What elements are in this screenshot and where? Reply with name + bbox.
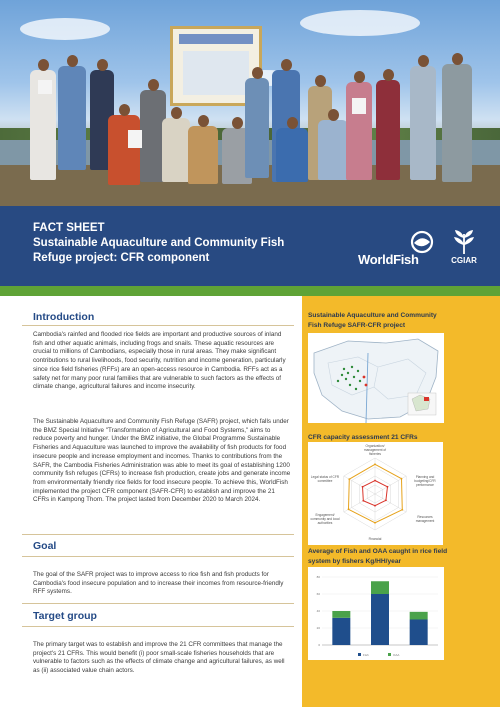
cgiar-plant-icon <box>452 228 476 254</box>
divider <box>22 626 294 627</box>
radar-point <box>374 480 376 482</box>
cgiar-logo <box>446 228 482 270</box>
radar-point <box>387 486 389 488</box>
worldfish-wordmark: WorldFish <box>358 252 419 267</box>
y-tick-label: 60 <box>316 592 320 596</box>
radar-chart-plot <box>308 442 443 545</box>
bar-chart-title: Average of Fish and OAA caught in rice field system by fishers Kg/HH/year <box>308 548 448 565</box>
radar-point <box>348 508 350 510</box>
radar-axis-label: Organization/ management of fisheries <box>363 444 387 456</box>
legend-swatch <box>358 653 361 656</box>
radar-point <box>362 486 364 488</box>
radar-title: CFR capacity assessment 21 CFRs <box>308 434 418 441</box>
bar-oaa <box>410 612 428 620</box>
radar-axis-label: Financial <box>368 537 382 541</box>
goal-heading: Goal <box>33 540 57 552</box>
y-tick-label: 20 <box>316 626 320 630</box>
bar-oaa <box>371 581 389 594</box>
legend-label: OAA <box>393 653 400 657</box>
radar-point <box>374 463 376 465</box>
radar-point <box>374 522 376 524</box>
bar-oaa <box>332 611 350 618</box>
radar-point <box>385 499 387 501</box>
radar-axis-label: Planning and budgeting/CFR performance <box>414 475 436 487</box>
document-title: Sustainable Aquaculture and Community Fish Refuge project: CFR component <box>33 237 285 264</box>
divider <box>22 325 294 326</box>
legend-swatch <box>388 653 391 656</box>
radar-axis-label: Engagement/ community and local authorities <box>310 513 340 525</box>
bar-fish <box>371 594 389 645</box>
radar-axis-label: Legal status of CFR committee <box>310 475 340 483</box>
map-title: Sustainable Aquaculture and Community Fish Refuge SAFR-CFR project <box>308 312 437 329</box>
divider <box>22 603 294 604</box>
radar-point <box>401 509 403 511</box>
radar-chart <box>308 442 443 545</box>
goal-paragraph: The goal of the SAFR project was to improve access to rice fish and fish products for Cambodia's food insecure population and to increase their incomes from resource-friendly RFF systems. <box>33 571 284 596</box>
divider <box>22 556 294 557</box>
radar-point <box>401 478 403 480</box>
bar-chart-plot <box>308 567 444 660</box>
radar-point <box>362 500 364 502</box>
cgiar-wordmark: CGIAR <box>451 256 477 265</box>
y-tick-label: 0 <box>318 643 320 647</box>
bar-fish <box>410 620 428 646</box>
divider <box>22 534 294 535</box>
introduction-paragraph-1: Cambodia's rainfed and flooded rice fields are important and productive sources of inland fish and other aquatic animals, including frogs and snails. These aquatic resources are crucial to millions of Cambodians, especially those in rural areas. They make significant contributions to rural livelihoods, food security, nutrition and income generation, particularly since rice field fisheries (RFFs) are an open-access resource in Cambodia. RFFs act as a safety net for many poor rural families that are vulnerable to such factors as the effects of climate change, agricultural failures and income insecurity. <box>33 331 286 391</box>
y-tick-label: 80 <box>316 575 320 579</box>
introduction-heading: Introduction <box>33 311 95 323</box>
worldfish-fish-icon <box>408 230 436 254</box>
target-group-heading: Target group <box>33 610 97 622</box>
radar-point <box>348 478 350 480</box>
bar-chart <box>308 567 444 660</box>
y-tick-label: 40 <box>316 609 320 613</box>
worldfish-logo <box>358 230 438 270</box>
accent-bar <box>0 286 500 296</box>
radar-point <box>374 505 376 507</box>
introduction-paragraph-2: The Sustainable Aquaculture and Community Fish Refuge (SAFR) project, which falls under the BMZ Special Initiative "Transformation of Agricultural and Food Systems," aims to reduce poverty and hunger. Under the BMZ initiative, the Global Programme Sustainable Fisheries and Aquaculture was launched to improve the availability of fish products for food insecure people and increase employment and incomes. Thanks to contributions from the SAFR, the Cambodia Fisheries Administration was able to meet its goal of establishing 1200 community fish refuges (CFRs) to increase fish production, create jobs and generate income from environmentally friendly rice fields for food insecure people. To achieve this, WorldFish implemented the project CFR component (SAFR-CFR) to establish and improve the 21 CFRs in Kampong Thom. The project lasted from December 2020 to March 2024. <box>33 418 291 504</box>
radar-axis-label: Resources management <box>415 515 435 523</box>
bar-fish <box>332 618 350 645</box>
hero-photo <box>0 0 500 206</box>
cambodia-map-graphic <box>308 333 444 423</box>
legend-label: Fish <box>363 653 369 657</box>
fact-sheet-label: FACT SHEET <box>33 222 105 234</box>
target-group-paragraph: The primary target was to establish and improve the 21 CFR committees that manage the project's 21 CFRs. This would benefit (i) poor small-scale fisheries households that are vulnerable to factors such as the effects of climate change and agricultural failures, as well as (ii) associated value chain actors. <box>33 641 285 675</box>
project-map <box>308 333 444 423</box>
